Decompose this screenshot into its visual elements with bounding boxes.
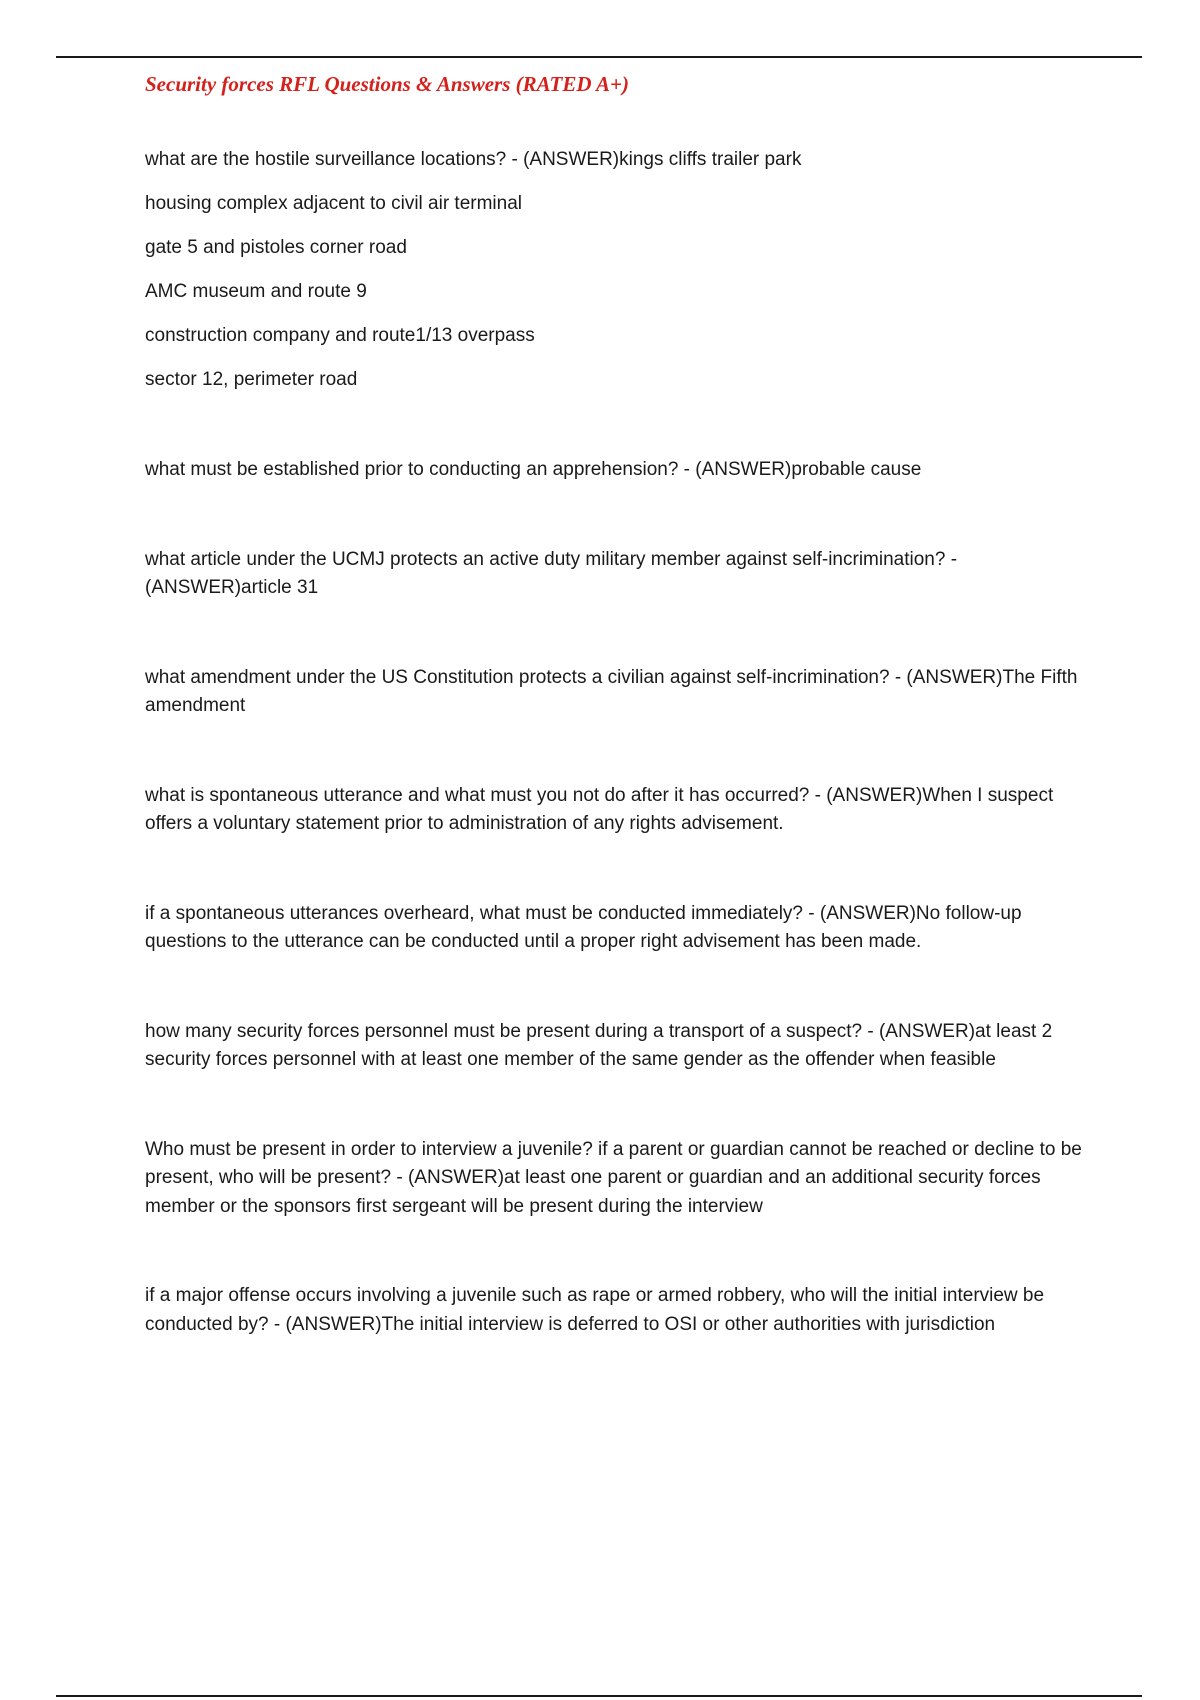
qa-answer-line: construction company and route1/13 overpass xyxy=(145,325,535,346)
qa-item: what article under the UCMJ protects an active duty military member against self-incrimination? - (ANSWER)article 31 xyxy=(145,548,958,598)
spacer xyxy=(145,1075,1105,1136)
qa-answer-line: AMC museum and route 9 xyxy=(145,281,367,302)
qa-item: Who must be present in order to interview a juvenile? if a parent or guardian cannot be reached or decline to be present, who will be present? - (ANSWER)at least one parent or guardian and an additional security forces member or the sponsors first sergeant will be present during the interview xyxy=(145,1138,1082,1217)
qa-item: what are the hostile surveillance locations? - (ANSWER)kings cliffs trailer park xyxy=(145,149,802,170)
document-page xyxy=(145,66,1105,1339)
qa-item: if a spontaneous utterances overheard, what must be conducted immediately? - (ANSWER)No follow-up questions to the utterance can be conducted until a proper right advisement has been made. xyxy=(145,902,1022,952)
spacer xyxy=(145,485,1105,546)
qa-list xyxy=(145,146,1105,1339)
qa-item: what is spontaneous utterance and what must you not do after it has occurred? - (ANSWER)When I suspect offers a voluntary statement prior to administration of any rights advisement. xyxy=(145,784,1054,834)
spacer xyxy=(145,603,1105,664)
spacer xyxy=(145,721,1105,782)
qa-item: how many security forces personnel must be present during a transport of a suspect? - (ANSWER)at least 2 security forces personnel with at least one member of the same gender as the offender when feasible xyxy=(145,1020,1053,1070)
spacer xyxy=(145,957,1105,1018)
spacer xyxy=(145,1221,1105,1282)
spacer xyxy=(145,839,1105,900)
spacer xyxy=(145,394,1105,456)
top-rule xyxy=(56,56,1142,58)
qa-answer-line: gate 5 and pistoles corner road xyxy=(145,237,407,258)
qa-item: what amendment under the US Constitution protects a civilian against self-incrimination? - (ANSWER)The Fifth amendment xyxy=(145,666,1078,716)
bottom-rule xyxy=(56,1695,1142,1697)
qa-item: what must be established prior to conducting an apprehension? - (ANSWER)probable cause xyxy=(145,459,922,480)
qa-item: if a major offense occurs involving a juvenile such as rape or armed robbery, who will the initial interview be conducted by? - (ANSWER)The initial interview is deferred to OSI or other authorities with jurisdiction xyxy=(145,1285,1045,1335)
document-title: Security forces RFL Questions & Answers (RATED A+) xyxy=(145,72,629,96)
qa-answer-line: sector 12, perimeter road xyxy=(145,369,358,390)
qa-answer-line: housing complex adjacent to civil air terminal xyxy=(145,193,523,214)
